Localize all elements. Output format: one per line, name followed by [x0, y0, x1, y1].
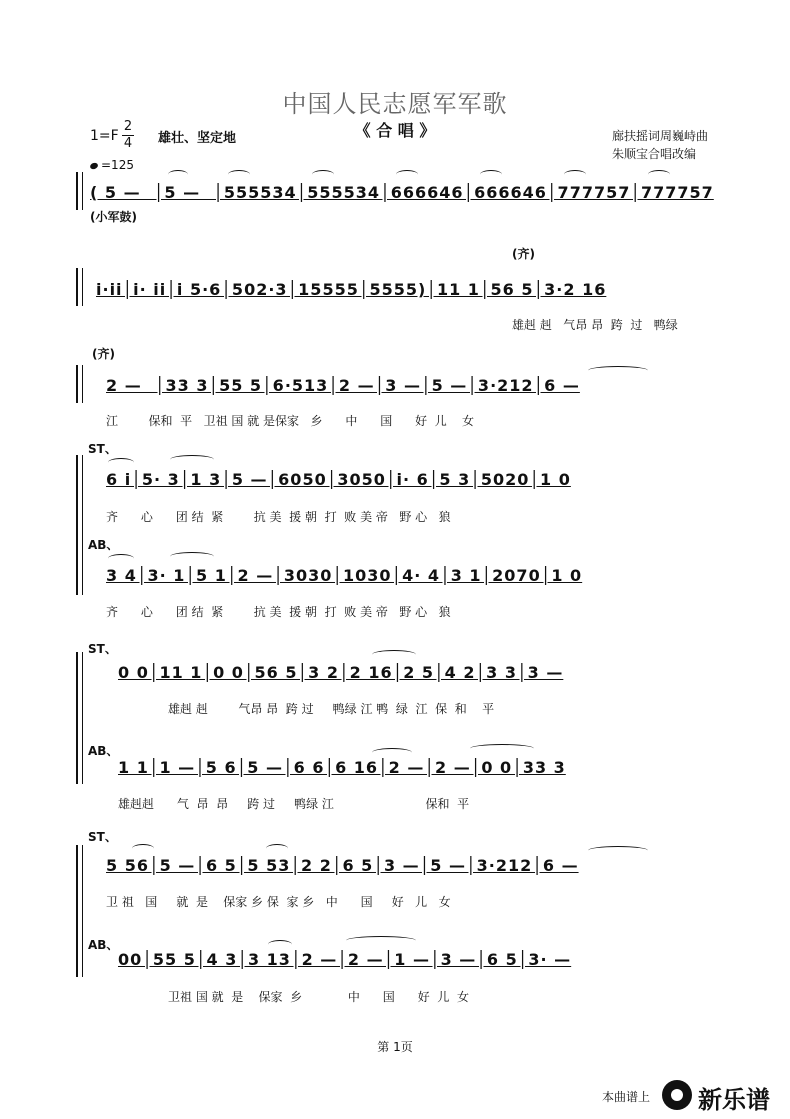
staff-bracket — [76, 172, 78, 210]
alto-bass-label: AB、 — [88, 538, 119, 552]
slur — [470, 744, 534, 753]
slur — [170, 455, 214, 464]
unison-marking: (齐) — [512, 247, 535, 261]
soprano-tenor-label: ST、 — [88, 642, 117, 656]
system5-ab-notes: 1 1│1 —│5 6│5 —│6 6│6 16│2 —│2 —│0 0│33 3 — [118, 758, 566, 777]
slur — [396, 170, 418, 179]
slur — [108, 458, 134, 467]
system4-st-lyrics: 齐 心 团 结 紧 抗 美 援 朝 打 败 美 帝 野 心 狼 — [106, 510, 451, 524]
time-top: 2 — [123, 119, 133, 134]
system5-st-notes: 0 0│11 1│0 0│56 5│3 2│2 16│2 5│4 2│3 3│3 — — [118, 663, 564, 682]
credit-line-1: 廊扶摇词周巍峙曲 — [612, 129, 709, 143]
key-signature: 1=F — [90, 128, 119, 144]
tempo-marking: =125 — [90, 158, 134, 172]
alto-bass-label: AB、 — [88, 744, 119, 758]
time-signature — [122, 120, 134, 151]
slur — [372, 650, 416, 659]
slur — [266, 844, 288, 853]
alto-bass-label: AB、 — [88, 938, 119, 952]
slur — [588, 366, 648, 375]
slur — [346, 936, 416, 945]
staff-bracket — [76, 652, 78, 784]
system5-ab-lyrics: 雄赳赳 气 昂 昂 跨 过 鸭绿 江 保和 平 — [118, 797, 470, 811]
system1-notes: ( 5 — │5 — │555534│555534│666646│666646│777757│777757 — [90, 183, 714, 202]
system3-lyrics: 江 保和 平 卫祖 国 就 是保家 乡 中 国 好 儿 女 — [106, 414, 475, 428]
credit-line-2: 朱顺宝合唱改编 — [612, 147, 697, 161]
system6-st-lyrics: 卫 祖 国 就 是 保家 乡 保 家 乡 中 国 好 儿 女 — [106, 895, 451, 909]
slur — [312, 170, 334, 179]
slur — [170, 552, 214, 561]
brand-name: 新乐谱 — [698, 1086, 770, 1114]
system4-ab-notes: 3 4│3· 1│5 1│2 —│3030│1030│4· 4│3 1│2070│1 0 — [106, 566, 583, 585]
slur — [480, 170, 502, 179]
brand-prefix: 本曲谱上 — [602, 1090, 651, 1104]
snare-drum-label: (小军鼓) — [90, 210, 137, 224]
slur — [648, 170, 670, 179]
slur — [168, 170, 188, 179]
system3-notes: 2 — │33 3│55 5│6·513│2 —│3 —│5 —│3·212│6 — — [106, 376, 580, 395]
slur — [564, 170, 586, 179]
subtitle: 《 合 唱 》 — [354, 121, 436, 140]
unison-marking: (齐) — [92, 347, 115, 361]
staff-bracket — [76, 845, 78, 977]
page-title: 中国人民志愿军军歌 — [282, 90, 508, 118]
system6-st-notes: 5 56│5 —│6 5│5 53│2 2│6 5│3 —│5 —│3·212│6 — — [106, 856, 579, 875]
time-bottom: 4 — [123, 136, 133, 151]
quarter-note-icon — [89, 162, 99, 170]
mood-marking: 雄壮、坚定地 — [158, 131, 237, 146]
vinyl-logo-icon — [662, 1080, 692, 1110]
slur — [228, 170, 250, 179]
staff-bracket — [76, 268, 78, 306]
system4-st-notes: 6 i│5· 3│1 3│5 —│6050│3050│i· 6│5 3│5020│1 0 — [106, 470, 571, 489]
system6-ab-notes: 00│55 5│4 3│3 13│2 —│2 —│1 —│3 —│6 5│3· — — [118, 950, 572, 969]
system6-ab-lyrics: 卫祖 国 就 是 保家 乡 中 国 好 儿 女 — [168, 990, 469, 1004]
slur — [588, 846, 648, 855]
slur — [108, 554, 134, 563]
staff-bracket — [76, 365, 78, 403]
slur — [132, 844, 154, 853]
staff-bracket — [76, 455, 78, 595]
slur — [372, 748, 412, 757]
page-number: 第 1页 — [377, 1040, 413, 1054]
slur — [268, 940, 292, 949]
system4-ab-lyrics: 齐 心 团 结 紧 抗 美 援 朝 打 败 美 帝 野 心 狼 — [106, 605, 451, 619]
soprano-tenor-label: ST、 — [88, 442, 117, 456]
system2-notes: i·ii│i· ii│i 5·6│502·3│15555│5555)│11 1│56 5│3·2 16 — [96, 280, 607, 299]
system2-lyrics: 雄赳 赳 气昂 昂 跨 过 鸭绿 — [512, 318, 678, 332]
system5-st-lyrics: 雄赳 赳 气昂 昂 跨 过 鸭绿 江 鸭 绿 江 保 和 平 — [168, 702, 495, 716]
soprano-tenor-label: ST、 — [88, 830, 117, 844]
